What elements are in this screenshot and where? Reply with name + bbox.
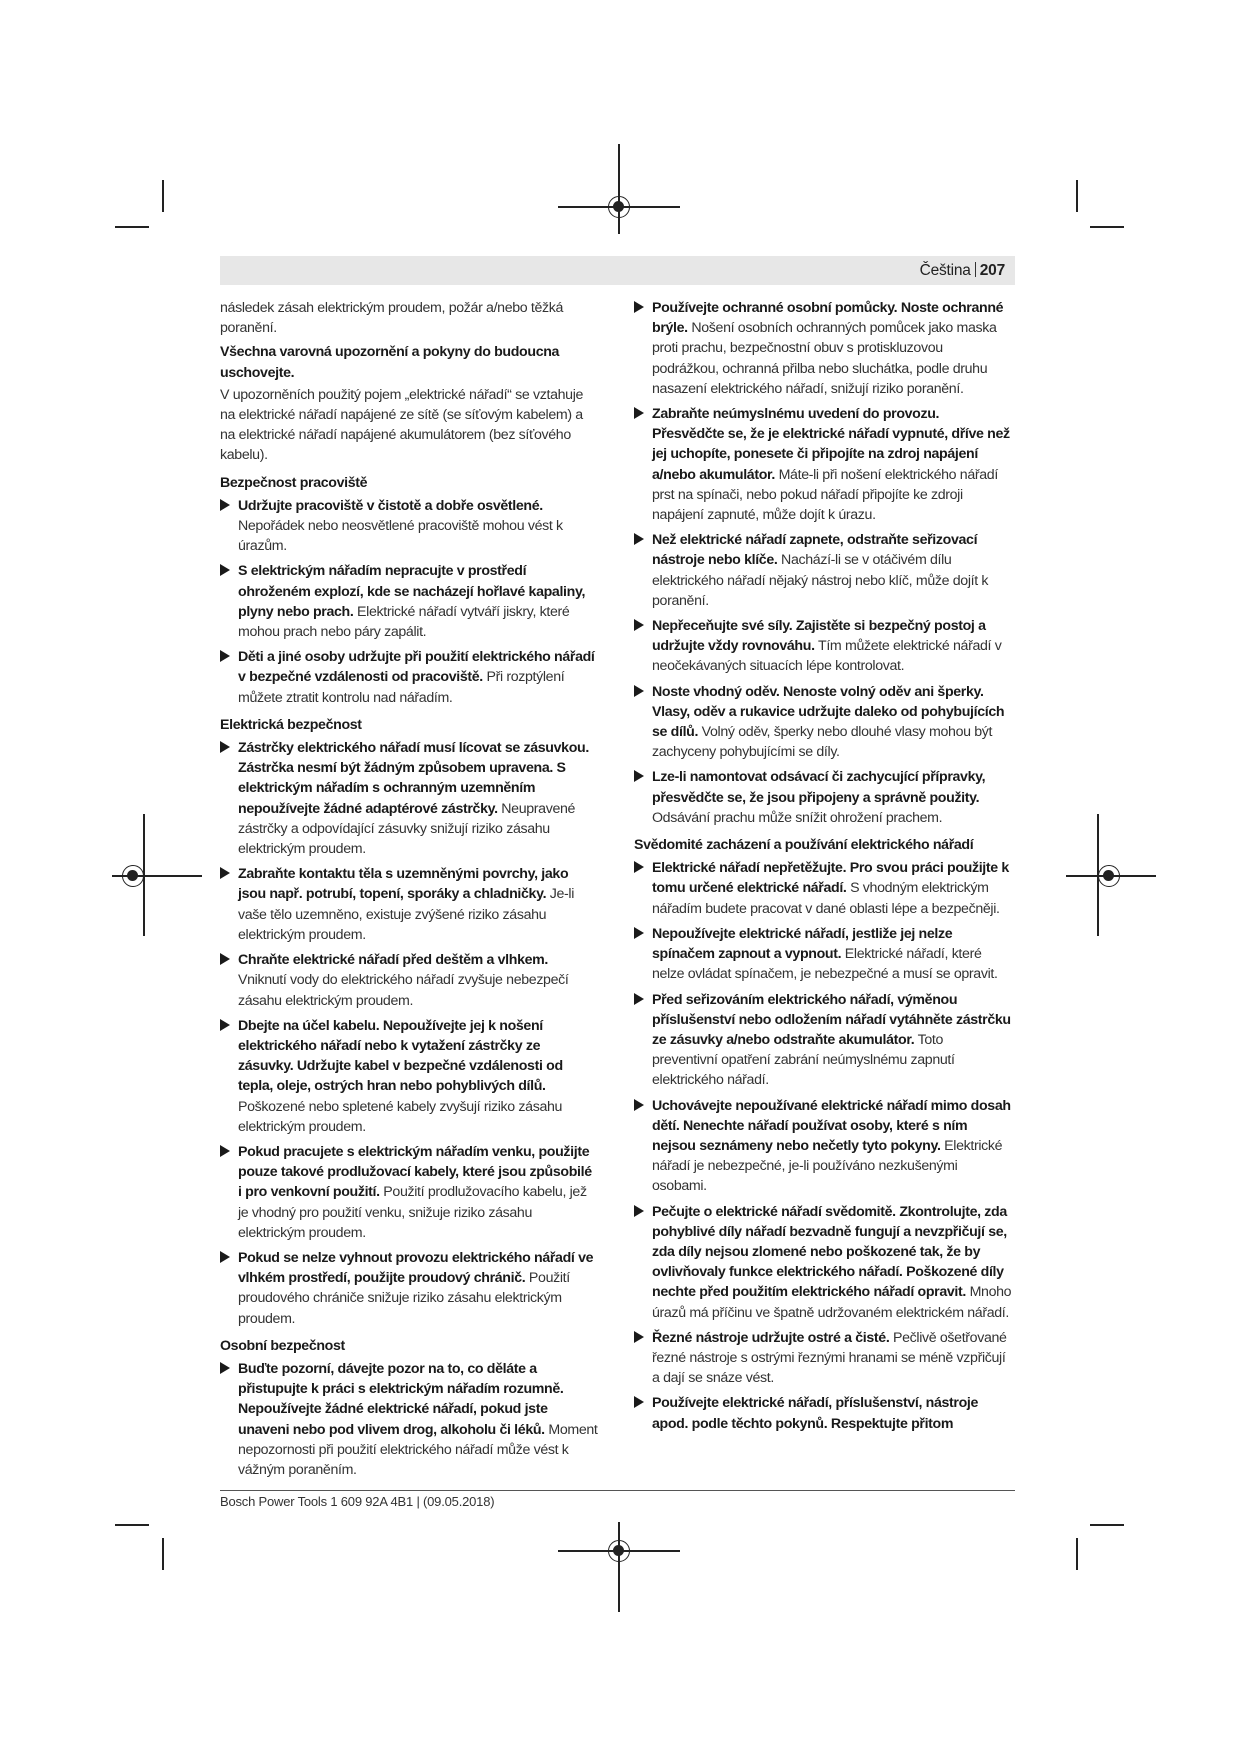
crop-mark [1090,1524,1124,1526]
bullet-triangle-icon [220,741,230,753]
list-item: Buďte pozorní, dávejte pozor na to, co děláte a přistupujte k práci s elektrickým nářadím rozumně. Nepoužívejte žádné elektrické nářadí, pokud jste unaveni nebo pod vlivem drog, alkoholu či léků. Moment nepozornosti při použití elektrického nářadí může vést k vážným poraněním. [220,1359,598,1480]
list-item: Nepoužívejte elektrické nářadí, jestliže jej nelze spínačem zapnout a vypnout. Elektrické nářadí, které nelze ovládat spínačem, je nebezpečné a musí se opravit. [634,924,1012,985]
bullet-triangle-icon [220,1251,230,1263]
bullet-triangle-icon [634,685,644,697]
list-item: Než elektrické nářadí zapnete, odstraňte seřizovací nástroje nebo klíče. Nachází-li se v otáčivém dílu elektrického nářadí nějaký nástroj nebo klíč, může dojít k poranění. [634,530,1012,611]
crop-mark [115,226,149,228]
registration-target-icon [608,196,630,218]
list-item: Udržujte pracoviště v čistotě a dobře osvětlené. Nepořádek nebo neosvětlené pracoviště mohou vést k úrazům. [220,496,598,557]
list-item: Noste vhodný oděv. Nenoste volný oděv ani šperky. Vlasy, oděv a rukavice udržujte daleko od pohybujících se dílů. Volný oděv, šperky nebo dlouhé vlasy mohou být zachyceny pohybujícími se díly. [634,682,1012,763]
header-language: Čeština [919,262,971,279]
footer-text: Bosch Power Tools 1 609 92A 4B1 | (09.05.2018) [220,1494,495,1509]
header-title [920,261,1005,280]
bullet-triangle-icon [634,1205,644,1217]
list-item: Řezné nástroje udržujte ostré a čisté. Pečlivě ošetřované řezné nástroje s ostrými řeznými hranami se méně vzpřičují a dají se snáze vést. [634,1328,1012,1389]
bullet-triangle-icon [220,1362,230,1374]
left-column [220,298,598,1485]
bullet-triangle-icon [634,301,644,313]
list-item: Dbejte na účel kabelu. Nepoužívejte jej k nošení elektrického nářadí nebo k vytažení zástrčky ze zásuvky. Udržujte kabel v bezpečné vzdálenosti od tepla, oleje, ostrých hran nebo pohyblivých dílů. Poškozené nebo spletené kabely zvyšují riziko zásahu elektrickým proudem. [220,1016,598,1137]
bullet-triangle-icon [634,1396,644,1408]
intro-tail: následek zásah elektrickým proudem, požár a/nebo těžká poranění. [220,300,564,337]
bullet-triangle-icon [634,993,644,1005]
section-heading-electrical: Elektrická bezpečnost [220,716,362,733]
bullet-triangle-icon [220,499,230,511]
list-item: Chraňte elektrické nářadí před deštěm a vlhkem. Vniknutí vody do elektrického nářadí zvyšuje nebezpečí zásahu elektrickým proudem. [220,950,598,1011]
bullet-triangle-icon [634,407,644,419]
list-item: Pokud pracujete s elektrickým nářadím venku, použijte pouze takové prodlužovací kabely, které jsou způsobilé i pro venkovní použití. Použití prodlužovacího kabelu, jež je vhodný pro použití venku, snižuje riziko zásahu elektrickým proudem. [220,1142,598,1243]
bullet-triangle-icon [634,533,644,545]
bullet-triangle-icon [220,564,230,576]
bullet-triangle-icon [634,861,644,873]
list-item: Pečujte o elektrické nářadí svědomitě. Zkontrolujte, zda pohyblivé díly nářadí bezvadně fungují a nevzpřičují se, zda díly nejsou zlomené nebo poškozené tak, že by ovlivňovaly funkce elektrického nářadí. Poškozené díly nechte před použitím elektrického nářadí opravit. Mnoho úrazů má příčinu ve špatně udržovaném elektrickém nářadí. [634,1202,1012,1323]
crop-mark [1076,180,1078,212]
list-item: Používejte ochranné osobní pomůcky. Noste ochranné brýle. Nošení osobních ochranných pomůcek jako maska proti prachu, bezpečnostní obuv s protiskluzovou podrážkou, ochranná přilba nebo sluchátka, podle druhu nasazení elektrického nářadí, snižují riziko poranění. [634,298,1012,399]
bullet-triangle-icon [634,770,644,782]
list-item: Před seřizováním elektrického nářadí, výměnou příslušenství nebo odložením nářadí vytáhněte zástrčku ze zásuvky a/nebo odstraňte akumulátor. Toto preventivní opatření zabrání neúmyslnému zapnutí elektrického nářadí. [634,990,1012,1091]
crop-mark [1076,1538,1078,1570]
bullet-triangle-icon [634,1331,644,1343]
list-item: S elektrickým nářadím nepracujte v prostředí ohroženém explozí, kde se nacházejí hořlavé kapaliny, plyny nebo prach. Elektrické nářadí vytváří jiskry, které mohou prach nebo páry zapálit. [220,561,598,642]
list-item: Zabraňte kontaktu těla s uzemněnými povrchy, jako jsou např. potrubí, topení, sporáky a chladničky. Je-li vaše tělo uzemněno, existuje zvýšené riziko zásahu elektrickým proudem. [220,864,598,945]
list-item: Děti a jiné osoby udržujte při použití elektrického nářadí v bezpečné vzdálenosti od pracoviště. Při rozptýlení můžete ztratit kontrolu nad nářadím. [220,647,598,708]
list-item: Nepřeceňujte své síly. Zajistěte si bezpečný postoj a udržujte vždy rovnováhu. Tím můžete elektrické nářadí v neočekávaných situacích lépe kontrolovat. [634,616,1012,677]
bullet-triangle-icon [634,927,644,939]
registration-target-icon [608,1540,630,1562]
bullet-triangle-icon [220,1019,230,1031]
section-heading-personal: Osobní bezpečnost [220,1337,345,1354]
bullet-triangle-icon [220,1145,230,1157]
list-item: Zástrčky elektrického nářadí musí lícovat se zásuvkou. Zástrčka nesmí být žádným způsobem upravena. S elektrickým nářadím s ochranným uzemněním nepoužívejte žádné adaptérové zástrčky. Neupravené zástrčky a odpovídající zásuvky snižují riziko zásahu elektrickým proudem. [220,738,598,859]
footer-rule [220,1490,1015,1491]
section-heading-workplace: Bezpečnost pracoviště [220,474,368,491]
right-column [634,298,1012,1439]
list-item: Uchovávejte nepoužívané elektrické nářadí mimo dosah dětí. Nenechte nářadí používat osoby, které s ním nejsou seznámeny nebo nečetly tyto pokyny. Elektrické nářadí je nebezpečné, je-li používáno nezkušenými osobami. [634,1096,1012,1197]
list-item: Elektrické nářadí nepřetěžujte. Pro svou práci použijte k tomu určené elektrické nářadí. S vhodným elektrickým nářadím budete pracovat v dané oblasti lépe a bezpečněji. [634,858,1012,919]
list-item: Zabraňte neúmyslnému uvedení do provozu. Přesvědčte se, že je elektrické nářadí vypnuté, dříve než jej uchopíte, ponesete či připojíte na zdroj napájení a/nebo akumulátor. Máte-li při nošení elektrického nářadí prst na spínači, nebo pokud nářadí připojíte ke zdroji napájení zapnuté, může dojít k úrazu. [634,404,1012,525]
registration-target-icon [1098,865,1120,887]
registration-line [618,1522,620,1612]
keep-instructions-heading: Všechna varovná upozornění a pokyny do budoucna uschovejte. [220,344,560,381]
crop-mark [115,1524,149,1526]
crop-mark [162,1538,164,1570]
crop-mark [1090,226,1124,228]
list-item: Lze-li namontovat odsávací či zachycující přípravky, přesvědčte se, že jsou připojeny a správně použity. Odsávání prachu může snížit ohrožení prachem. [634,767,1012,828]
list-item: Pokud se nelze vyhnout provozu elektrického nářadí ve vlhkém prostředí, použijte proudový chránič. Použití proudového chrániče snižuje riziko zásahu elektrickým proudem. [220,1248,598,1329]
page-number: 207 [979,262,1005,279]
list-item: Používejte elektrické nářadí, příslušenství, nástroje apod. podle těchto pokynů. Respektujte přitom [634,1393,1012,1433]
registration-line [618,144,620,234]
registration-target-icon [122,865,144,887]
bullet-triangle-icon [220,867,230,879]
page-header [220,256,1015,285]
bullet-triangle-icon [634,619,644,631]
bullet-triangle-icon [634,1099,644,1111]
section-heading-care: Svědomité zacházení a používání elektrického nářadí [634,837,974,854]
crop-mark [162,180,164,212]
bullet-triangle-icon [220,650,230,662]
bullet-triangle-icon [220,953,230,965]
term-note: V upozorněních použitý pojem „elektrické nářadí“ se vztahuje na elektrické nářadí napájené ze sítě (se síťovým kabelem) a na elektrické nářadí napájené akumulátorem (bez síťového kabelu). [220,386,584,464]
